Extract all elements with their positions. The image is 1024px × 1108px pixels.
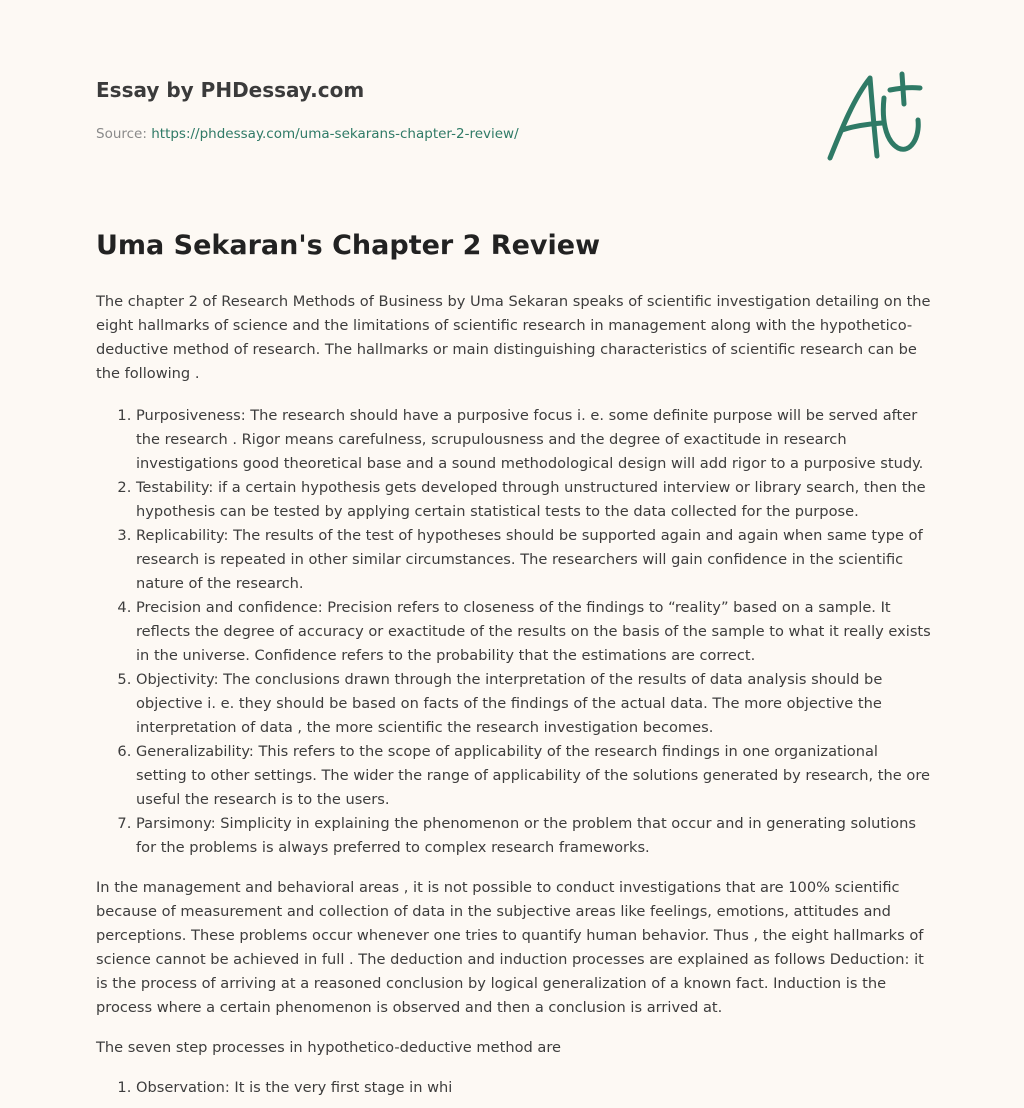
source-line bbox=[96, 124, 928, 144]
list-item: 1. Observation: It is the very first stage in whi bbox=[136, 1076, 932, 1100]
list-item: 1. Purposiveness: The research should have a purposive focus i. e. some definite purpose will be served after the research . Rigor means carefulness, scrupulousness and the degree of exactitude in research investigations good theoretical base and a sound methodological design will add rigor to a purposive study. bbox=[136, 404, 932, 476]
list-item: 7. Parsimony: Simplicity in explaining the phenomenon or the problem that occur and in generating solutions for the problems is always preferred to complex research frameworks. bbox=[136, 812, 932, 860]
list-item: 4. Precision and confidence: Precision refers to closeness of the findings to “reality” based on a sample. It reflects the degree of accuracy or exactitude of the results on the basis of the sample to what it really exists in the universe. Confidence refers to the probability that the estimations are correct. bbox=[136, 596, 932, 668]
essay-header bbox=[96, 76, 928, 144]
steps-list bbox=[96, 1076, 932, 1100]
list-item: 6. Generalizability: This refers to the scope of applicability of the research findings in one organizational setting to other settings. The wider the range of applicability of the solutions generated by research, the ore useful the research is to the users. bbox=[136, 740, 932, 812]
list-item: 5. Objectivity: The conclusions drawn through the interpretation of the results of data analysis should be objective i. e. they should be based on facts of the findings of the actual data. The more objective the interpretation of data , the more scientific the research investigation becomes. bbox=[136, 668, 932, 740]
article-body bbox=[96, 228, 932, 1108]
source-link[interactable]: https://phdessay.com/uma-sekarans-chapter-2-review/ bbox=[151, 126, 519, 142]
hallmarks-list bbox=[96, 404, 932, 860]
source-label: Source: bbox=[96, 126, 152, 142]
steps-intro-paragraph: The seven step processes in hypothetico-deductive method are bbox=[96, 1039, 562, 1056]
list-item: 2. Testability: if a certain hypothesis gets developed through unstructured interview or library search, then the hypothesis can be tested by applying certain statistical tests to the data collected for the purpose. bbox=[136, 476, 932, 524]
intro-paragraph: The chapter 2 of Research Methods of Business by Uma Sekaran speaks of scientific investigation detailing on the eight hallmarks of science and the limitations of scientific research in management along with the hypothetico-deductive method of research. The hallmarks or main distinguishing characteristics of scientific research can be the following . bbox=[96, 293, 931, 382]
page-title: Uma Sekaran's Chapter 2 Review bbox=[96, 230, 601, 261]
list-item: 3. Replicability: The results of the test of hypotheses should be supported again and again when same type of research is repeated in other similar circumstances. The researchers will gain confidence in the scientific nature of the research. bbox=[136, 524, 932, 596]
a-plus-logo-icon bbox=[822, 68, 932, 168]
brand-title: Essay by PHDessay.com bbox=[96, 78, 365, 102]
limitations-paragraph: In the management and behavioral areas , it is not possible to conduct investigations that are 100% scientific because of measurement and collection of data in the subjective areas like feelings, emotions, attitudes and perceptions. These problems occur whenever one tries to quantify human behavior. Thus , the eight hallmarks of science cannot be achieved in full . The deduction and induction processes are explained as follows Deduction: it is the process of arriving at a reasoned conclusion by logical generalization of a known fact. Induction is the process where a certain phenomenon is observed and then a conclusion is arrived at. bbox=[96, 879, 924, 1016]
